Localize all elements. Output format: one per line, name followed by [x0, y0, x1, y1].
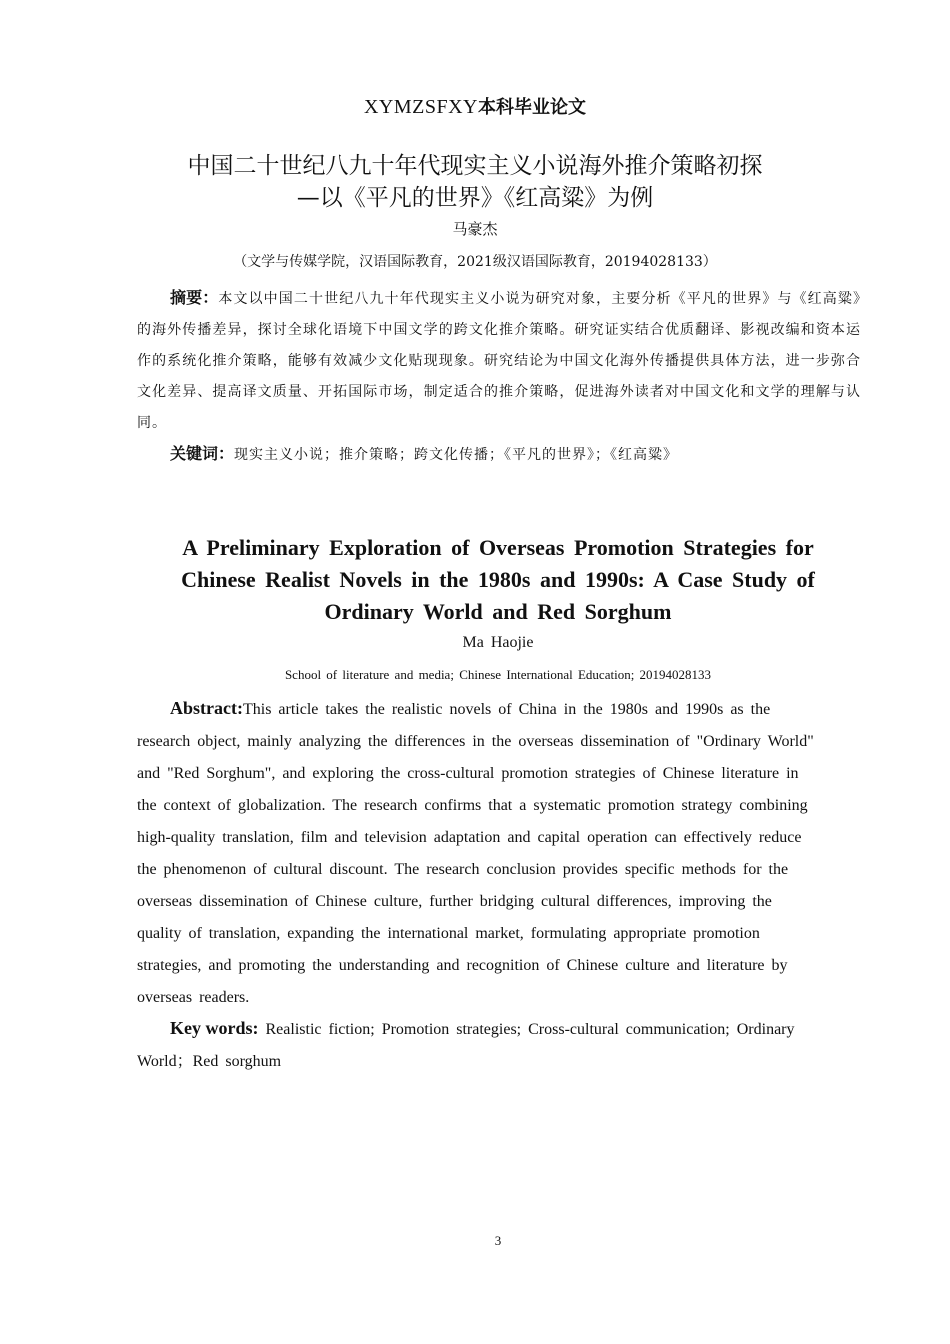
english-title: A Preliminary Exploration of Overseas Promotion Strategies for Chinese Realist Novels in the 1980s and 1990s: A Case Study of Ordinary World and Red Sorghum — [181, 535, 815, 624]
chinese-title-line-1: 中国二十世纪八九十年代现实主义小说海外推介策略初探 — [187, 153, 763, 179]
english-author: Ma Haojie — [462, 634, 534, 651]
english-affiliation: School of literature and media; Chinese International Education; 20194028133 — [284, 667, 712, 682]
english-keywords — [137, 1012, 847, 1078]
english-abstract — [137, 692, 817, 1014]
chinese-abstract-label: 摘要： — [170, 288, 219, 307]
english-abstract-label: Abstract: — [170, 698, 243, 718]
chinese-keywords-label: 关键词： — [170, 444, 235, 463]
page-number: 3 — [494, 1233, 502, 1248]
chinese-author: 马豪杰 — [452, 220, 498, 238]
chinese-keywords-text: 现实主义小说；推介策略；跨文化传播；《平凡的世界》；《红高粱》 — [234, 447, 679, 463]
english-keywords-text: Realistic fiction; Promotion strategies; Cross-cultural communication; Ordinary World；Red sorghum — [137, 1021, 795, 1070]
chinese-abstract — [137, 282, 861, 439]
running-header — [0, 94, 950, 121]
chinese-abstract-text: 本文以中国二十世纪八九十年代现实主义小说为研究对象，主要分析《平凡的世界》与《红高粱》的海外传播差异，探讨全球化语境下中国文学的跨文化推介策略。研究证实结合优质翻译、影视改编和资本运作的系统化推介策略，能够有效减少文化贴现现象。研究结论为中国文化海外传播提供具体方法，进一步弥合文化差异、提高译文质量、开拓国际市场，制定适合的推介策略，促进海外读者对中国文化和文学的理解与认同。 — [137, 291, 861, 431]
chinese-keywords — [137, 438, 861, 471]
chinese-affiliation: （文学与传媒学院，汉语国际教育，2021级汉语国际教育，20194028133） — [233, 254, 717, 270]
chinese-title-line-2: —以《平凡的世界》《红高粱》为例 — [296, 185, 654, 211]
english-abstract-text: This article takes the realistic novels of China in the 1980s and 1990s as the research object, mainly analyzing the differences in the overseas dissemination of "Ordinary World" and "Red Sorghum", and exploring the cross-cultural promotion strategies of Chinese literature in the context of globalization. The research confirms that a systematic promotion strategy combining high-quality translation, film and television adaptation and capital operation can effectively reduce the phenomenon of cultural discount. The research conclusion provides specific methods for the overseas dissemination of Chinese culture, further bridging cultural differences, improving the quality of translation, expanding the international market, formulating appropriate promotion strategies, and promoting the understanding and recognition of Chinese culture and literature by overseas readers. — [137, 701, 814, 1006]
header-code: XYMZSFXY — [363, 96, 479, 118]
header-label: 本科毕业论文 — [478, 97, 587, 118]
english-keywords-label: Key words: — [170, 1018, 259, 1038]
chinese-title — [0, 150, 950, 214]
